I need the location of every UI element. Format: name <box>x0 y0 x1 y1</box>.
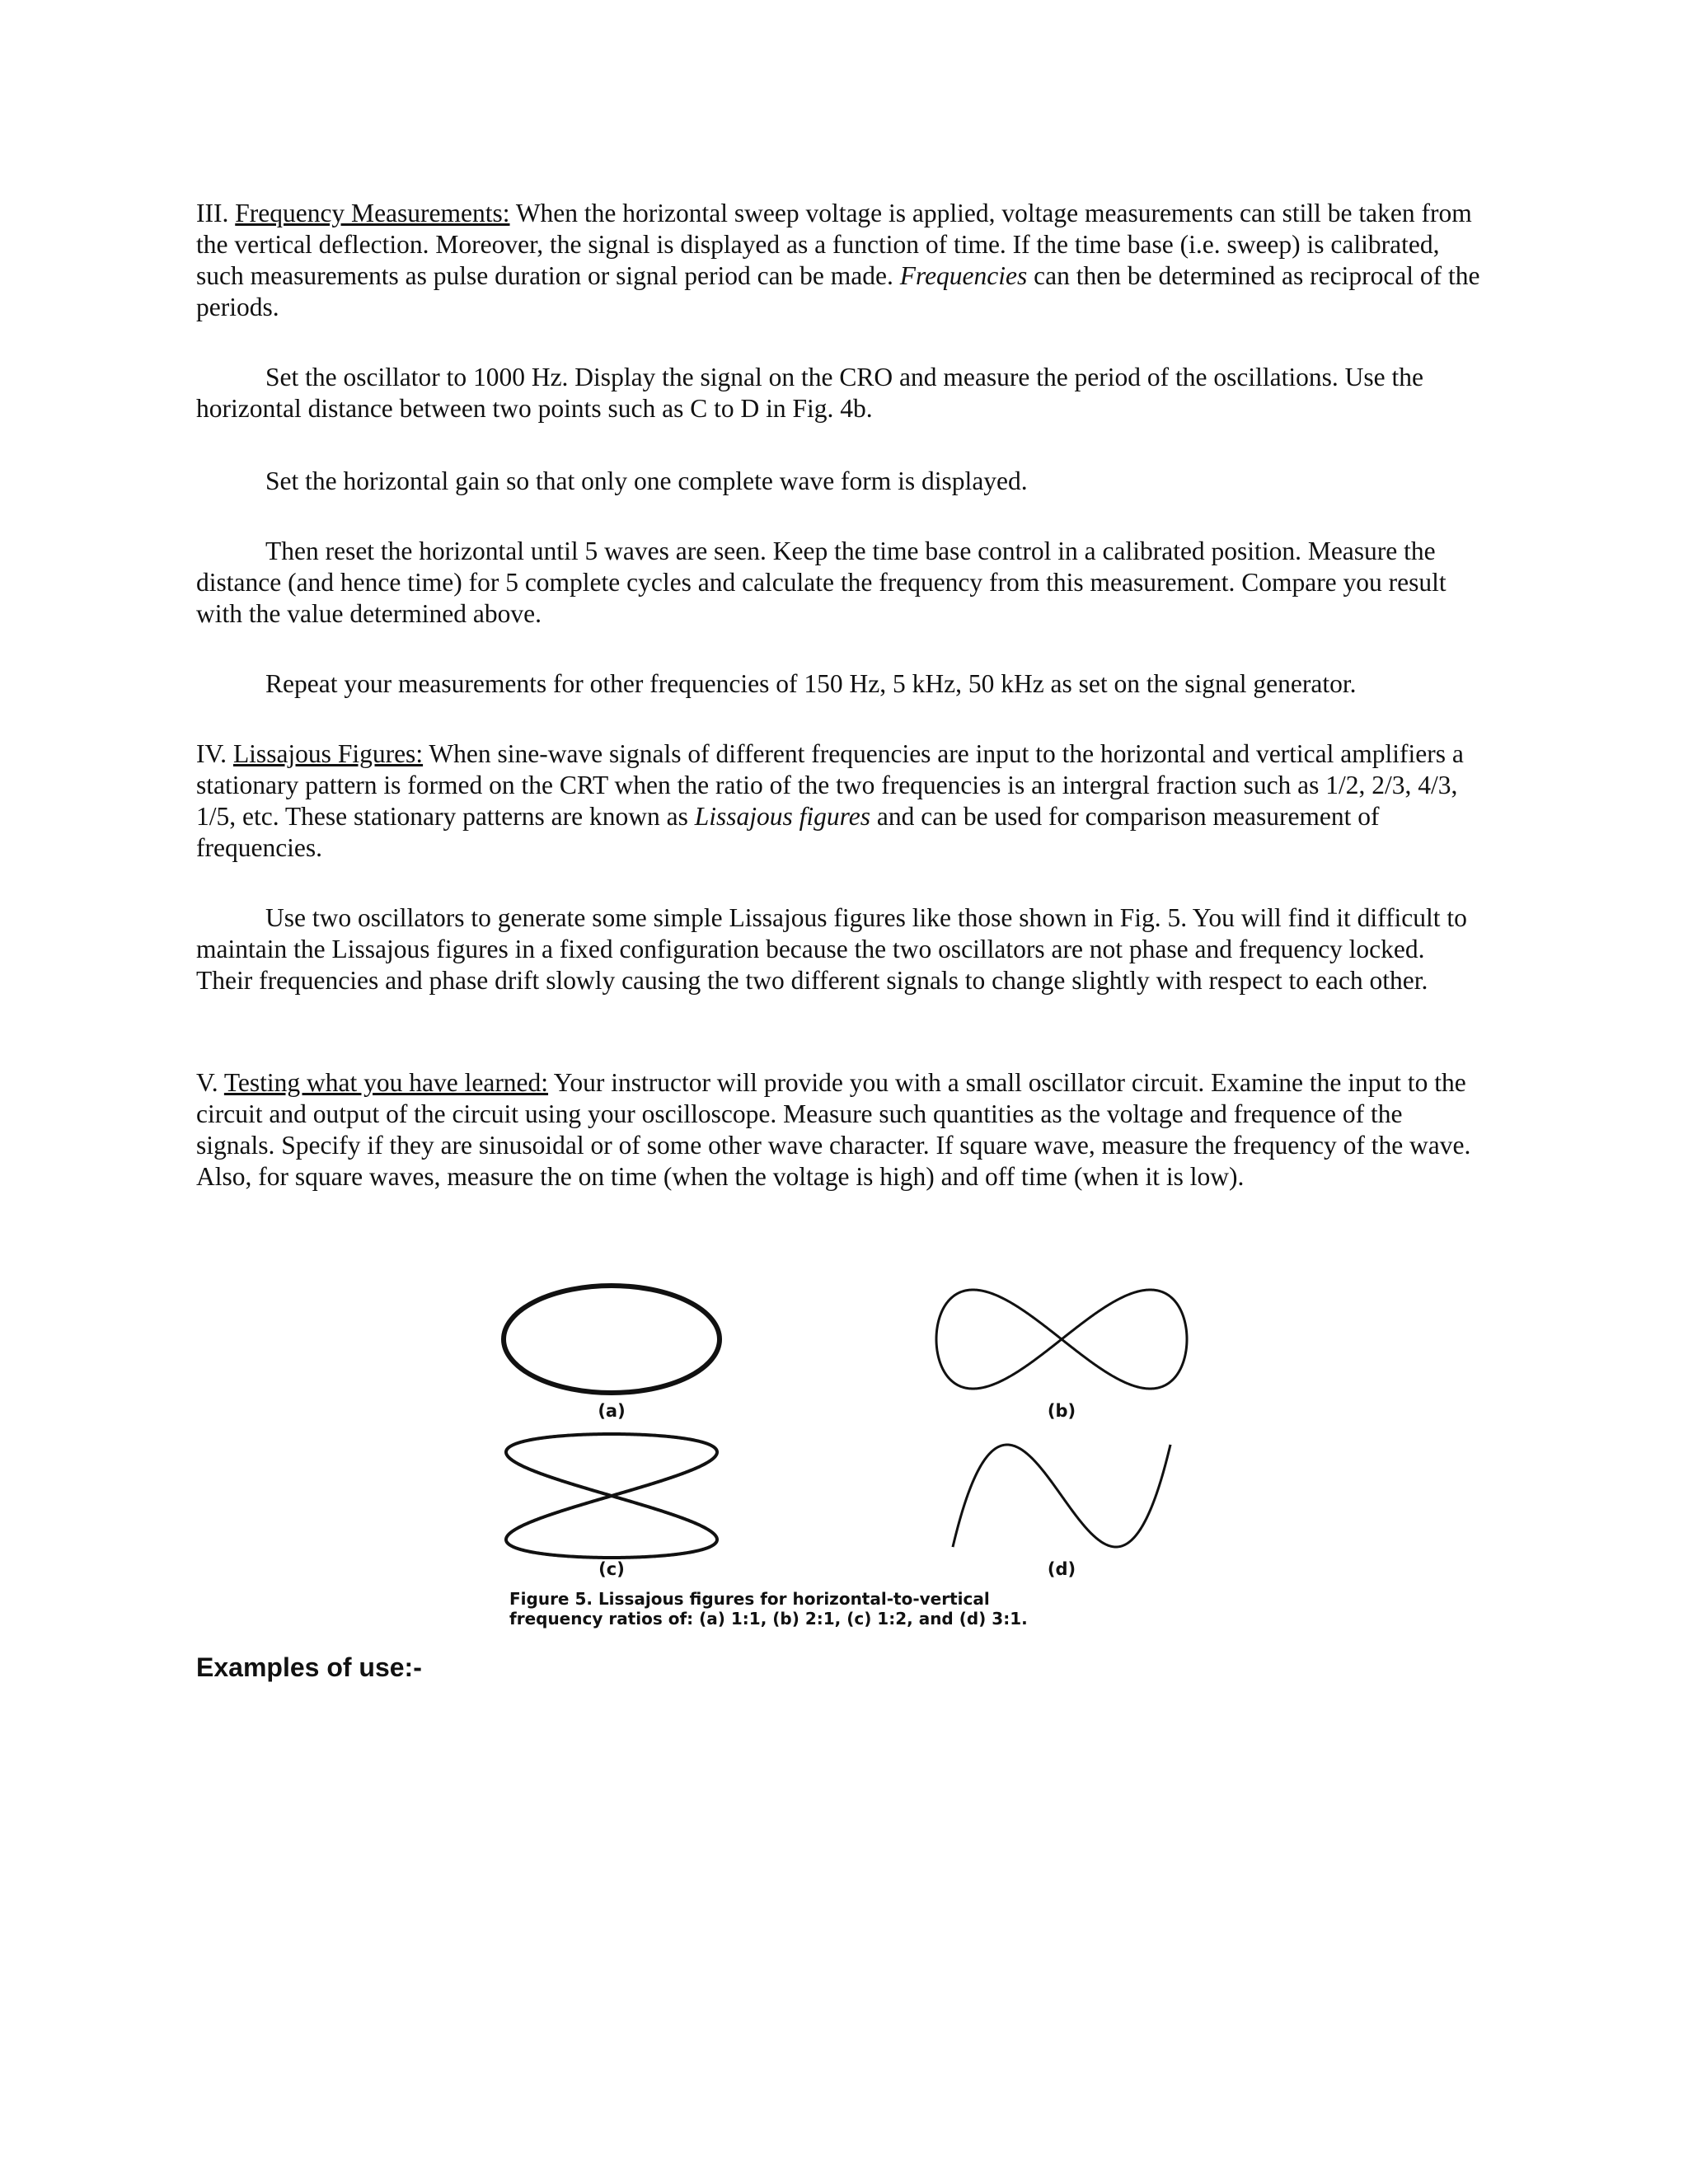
lissajous-figure <box>486 1273 1212 1636</box>
figure-caption-line-1: Figure 5. Lissajous figures for horizontal-to-vertical <box>509 1589 990 1609</box>
paragraph-horizontal-gain: Set the horizontal gain so that only one complete wave form is displayed. <box>265 466 1028 495</box>
label-a: (a) <box>598 1401 626 1421</box>
paragraph-text: When the horizontal sweep voltage is applied, voltage measurements can still be taken from the vertical deflection. Moreover, the signal is displayed as a function of time. If the time base (i.e. sweep) is calibrated, such measurements as pulse duration or signal period can be made. <box>196 199 1472 290</box>
examples-heading: Examples of use:- <box>196 1652 422 1682</box>
emphasis-text: Lissajous figures <box>694 802 870 831</box>
paragraph-reset-horizontal: Then reset the horizontal until 5 waves are seen. Keep the time base control in a calibrated position. Measure the distance (and hence time) for 5 complete cycles and calculate the frequency from this measurement. Compare you result with the value determined above. <box>196 537 1447 628</box>
paragraph-text: When sine-wave signals of different frequencies are input to the horizontal and vertical amplifiers a stationary pattern is formed on the CRT when the ratio of the two frequencies is an intergral fraction such as 1/2, 2/3, 4/3, 1/5, etc. These stationary patterns are known as <box>196 739 1464 831</box>
paragraph-text: can then be determined as reciprocal of the periods. <box>196 261 1480 321</box>
label-b: (b) <box>1047 1401 1076 1421</box>
paragraph-text: and can be used for comparison measurement of frequencies. <box>196 802 1380 862</box>
lissajous-a-ellipse <box>504 1286 720 1393</box>
lissajous-d-curve <box>953 1445 1170 1547</box>
paragraph-repeat-measurements: Repeat your measurements for other frequencies of 150 Hz, 5 kHz, 50 kHz as set on the signal generator. <box>265 669 1357 698</box>
paragraph-text: Your instructor will provide you with a small oscillator circuit. Examine the input to the circuit and output of the circuit using your oscilloscope. Measure such quantities as the voltage and frequence of the signals. Specify if they are sinusoidal or of some other wave character. If square wave, measure the frequency of the wave. Also, for square waves, measure the on time (when the voltage is high) and off time (when it is low). <box>196 1068 1471 1191</box>
section-title: Lissajous Figures: <box>232 739 424 768</box>
label-d: (d) <box>1047 1559 1076 1579</box>
label-c: (c) <box>598 1559 625 1579</box>
lissajous-figure-svg <box>486 1273 1212 1636</box>
figure-caption-line-2: frequency ratios of: (a) 1:1, (b) 2:1, (c) 1:2, and (d) 3:1. <box>509 1609 1028 1629</box>
section-testing <box>196 1067 1482 1193</box>
section-title: Testing what you have learned: <box>223 1068 549 1097</box>
lissajous-c-curve <box>506 1434 717 1558</box>
section-number: V. <box>196 1068 224 1097</box>
section-number: III. <box>196 199 236 227</box>
emphasis-text: Frequencies <box>899 261 1028 290</box>
section-title: Frequency Measurements: <box>235 199 510 227</box>
section-number: IV. <box>196 739 233 768</box>
section-frequency-measurements <box>196 198 1482 323</box>
paragraph-set-oscillator: Set the oscillator to 1000 Hz. Display the signal on the CRO and measure the period of the oscillations. Use the horizontal distance between two points such as C to D in Fig. 4b. <box>196 363 1423 423</box>
lissajous-b-curve <box>936 1290 1187 1389</box>
paragraph-two-oscillators: Use two oscillators to generate some simple Lissajous figures like those shown in Fig. 5. You will find it difficult to maintain the Lissajous figures in a fixed configuration because the two oscillators are not phase and frequency locked. Their frequencies and phase drift slowly causing the two different signals to change slightly with respect to each other. <box>196 903 1467 995</box>
section-lissajous-figures <box>196 738 1482 864</box>
